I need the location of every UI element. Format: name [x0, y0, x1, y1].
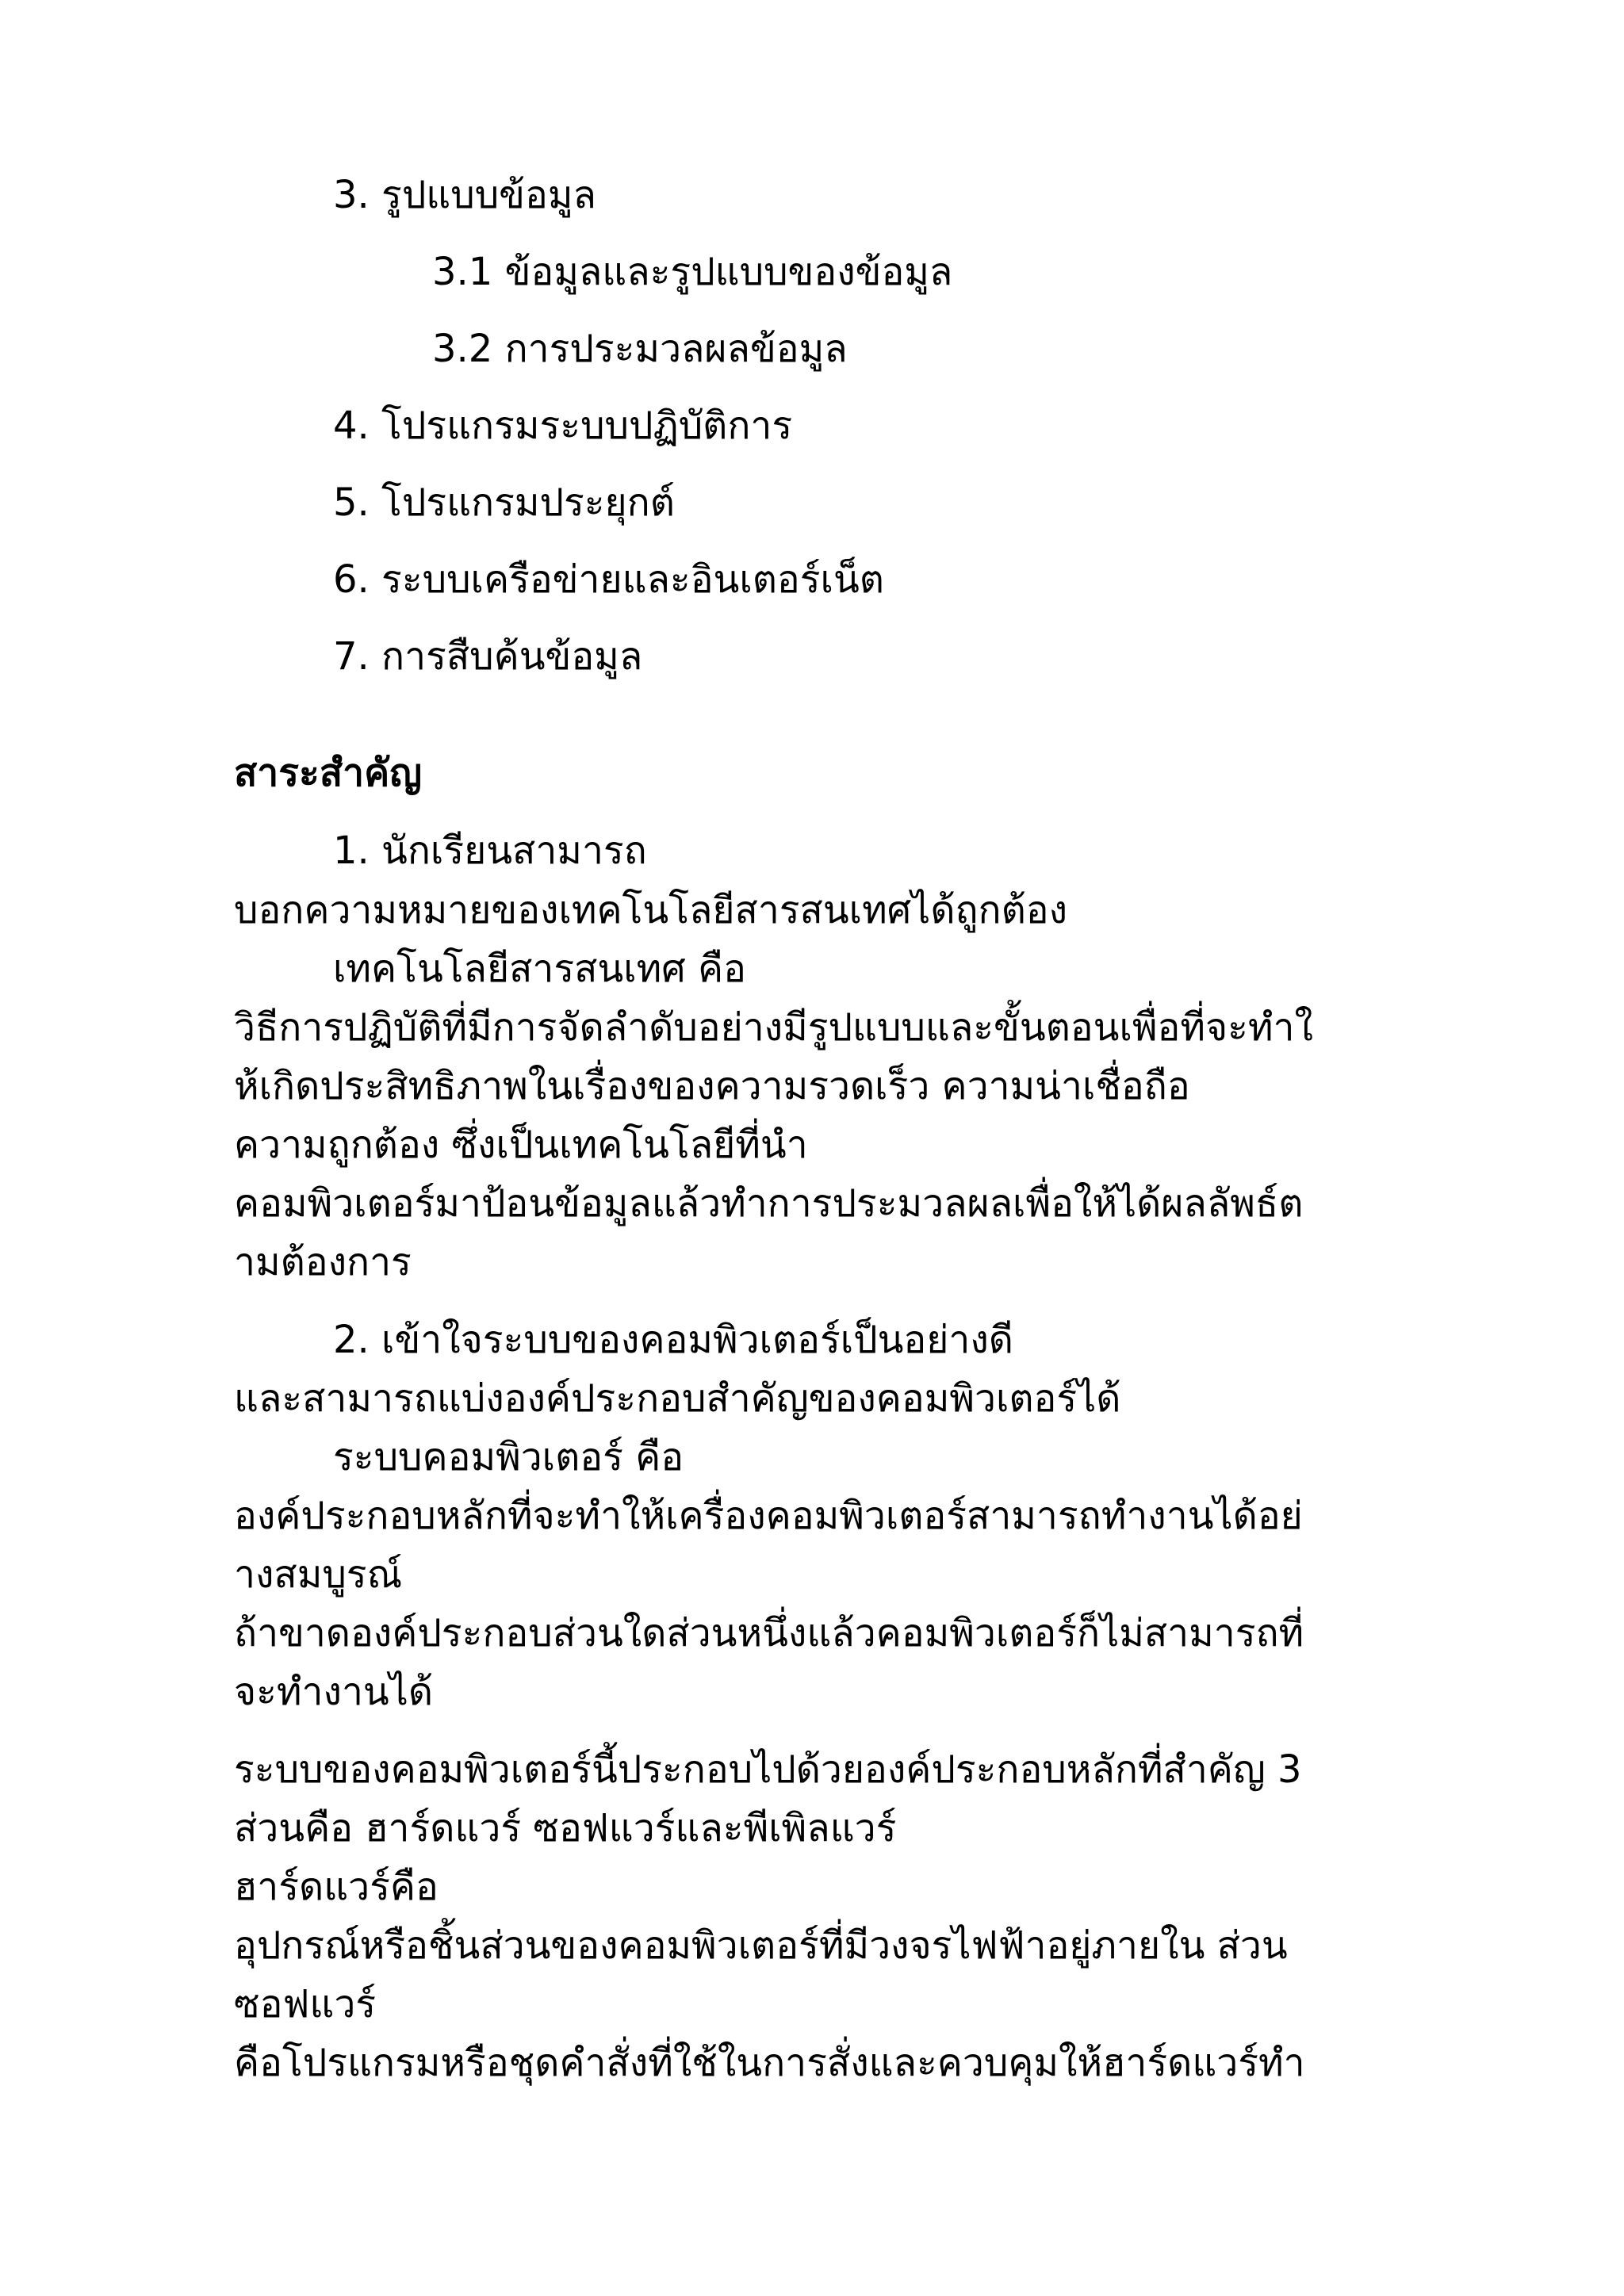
paragraph-line: ามต้องการ [234, 1240, 412, 1284]
toc-item-4: 4. โปรแกรมระบบปฏิบัติการ [333, 404, 793, 448]
paragraph-line: ส่วนคือ ฮาร์ดแวร์ ซอฟแวร์และพีเพิลแวร์ [234, 1806, 897, 1850]
paragraph-line: อุปกรณ์หรือชิ้นส่วนของคอมพิวเตอร์ที่มีวงจรไฟฟ้าอยู่ภายใน ส่วน [234, 1923, 1288, 1968]
paragraph-line: วิธีการปฏิบัติที่มีการจัดลำดับอย่างมีรูปแบบและขั้นตอนเพื่อที่จะทำใ [234, 1005, 1313, 1050]
toc-item-3: 3. รูปแบบข้อมูล [333, 173, 596, 217]
paragraph-line: องค์ประกอบหลักที่จะทำให้เครื่องคอมพิวเตอร์สามารถทำงานได้อย่ [234, 1494, 1303, 1538]
paragraph-line: คอมพิวเตอร์มาป้อนข้อมูลแล้วทำการประมวลผลเพื่อให้ได้ผลลัพธ์ต [234, 1181, 1304, 1226]
paragraph-line: ซอฟแวร์ [234, 1982, 377, 2026]
toc-item-7: 7. การสืบค้นข้อมูล [333, 634, 643, 679]
paragraph-line: ฮาร์ดแวร์คือ [234, 1865, 439, 1909]
toc-item-5: 5. โปรแกรมประยุกต์ [333, 480, 675, 525]
paragraph-line: ความถูกต้อง ซึ่งเป็นเทคโนโลยีที่นำ [234, 1123, 808, 1167]
toc-item-3-1: 3.1 ข้อมูลและรูปแบบของข้อมูล [432, 250, 953, 294]
paragraph-line: ระบบของคอมพิวเตอร์นี้ประกอบไปด้วยองค์ประกอบหลักที่สำคัญ 3 [234, 1747, 1302, 1792]
paragraph-line: ห้เกิดประสิทธิภาพในเรื่องของความรวดเร็ว ความน่าเชื่อถือ [234, 1064, 1190, 1108]
paragraph-line: 2. เข้าใจระบบของคอมพิวเตอร์เป็นอย่างดี [333, 1318, 1013, 1362]
paragraph-line: จะทำงานได้ [234, 1670, 434, 1714]
toc-item-6: 6. ระบบเครือข่ายและอินเตอร์เน็ต [333, 557, 884, 602]
paragraph-line: คือโปรแกรมหรือชุดคำสั่งที่ใช้ในการสั่งและควบคุมให้ฮาร์ดแวร์ทำ [234, 2041, 1305, 2085]
toc-item-3-2: 3.2 การประมวลผลข้อมูล [432, 327, 848, 371]
paragraph-line: างสมบูรณ์ [234, 1552, 403, 1597]
paragraph-line: ถ้าขาดองค์ประกอบส่วนใดส่วนหนึ่งแล้วคอมพิวเตอร์ก็ไม่สามารถที่ [234, 1611, 1304, 1655]
paragraph-line: ระบบคอมพิวเตอร์ คือ [333, 1435, 684, 1479]
paragraph-line: 1. นักเรียนสามารถ [333, 828, 647, 873]
paragraph-line: เทคโนโลยีสารสนเทศ คือ [333, 947, 746, 991]
paragraph-line: และสามารถแบ่งองค์ประกอบสำคัญของคอมพิวเตอร์ได้ [234, 1376, 1121, 1421]
section-heading: สาระสำคัญ [234, 751, 423, 795]
paragraph-line: บอกความหมายของเทคโนโลยีสารสนเทศได้ถูกต้อง [234, 888, 1068, 932]
